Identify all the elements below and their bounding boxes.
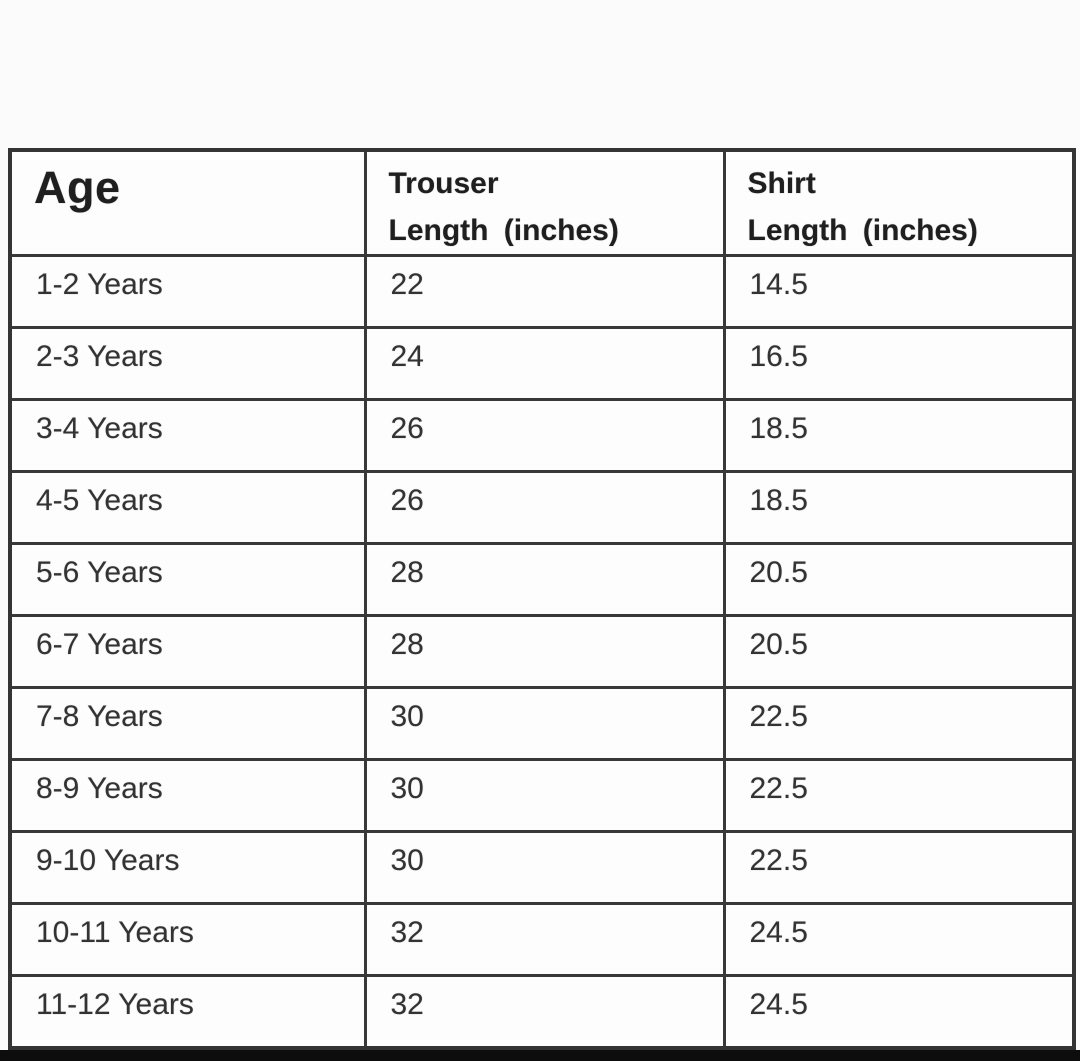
size-chart-table: [8, 148, 1076, 1050]
shirt-length-cell: 16.5: [724, 328, 1074, 400]
shirt-length-cell: 14.5: [724, 256, 1074, 328]
age-cell: 2-3 Years: [10, 328, 365, 400]
trouser-length-cell: 30: [365, 760, 724, 832]
shirt-length-cell: 18.5: [724, 472, 1074, 544]
table-row: [10, 832, 1074, 904]
age-cell: 1-2 Years: [10, 256, 365, 328]
table-row: [10, 328, 1074, 400]
shirt-length-cell: 24.5: [724, 976, 1074, 1048]
shirt-length-cell: 22.5: [724, 760, 1074, 832]
age-cell: 9-10 Years: [10, 832, 365, 904]
shirt-length-cell: 24.5: [724, 904, 1074, 976]
trouser-length-cell: 22: [365, 256, 724, 328]
table-row: [10, 472, 1074, 544]
age-cell: 11-12 Years: [10, 976, 365, 1048]
age-cell: 7-8 Years: [10, 688, 365, 760]
table-row: [10, 688, 1074, 760]
table-row: [10, 256, 1074, 328]
size-chart: [8, 148, 1076, 1050]
trouser-length-cell: 24: [365, 328, 724, 400]
trouser-length-cell: 32: [365, 904, 724, 976]
table-row: [10, 760, 1074, 832]
trouser-length-cell: 30: [365, 688, 724, 760]
age-cell: 6-7 Years: [10, 616, 365, 688]
shirt-length-cell: 20.5: [724, 616, 1074, 688]
trouser-length-cell: 26: [365, 472, 724, 544]
shirt-length-cell: 18.5: [724, 400, 1074, 472]
table-row: [10, 616, 1074, 688]
table-row: [10, 400, 1074, 472]
table-row: [10, 904, 1074, 976]
trouser-length-cell: 28: [365, 544, 724, 616]
age-cell: 3-4 Years: [10, 400, 365, 472]
age-cell: 8-9 Years: [10, 760, 365, 832]
trouser-length-cell: 28: [365, 616, 724, 688]
shirt-length-cell: 20.5: [724, 544, 1074, 616]
age-cell: 5-6 Years: [10, 544, 365, 616]
shirt-length-cell: 22.5: [724, 688, 1074, 760]
age-cell: 4-5 Years: [10, 472, 365, 544]
shirt-header-line1: Shirt: [747, 167, 816, 200]
trouser-header-line1: Trouser: [388, 167, 499, 200]
trouser-length-column-header: [365, 150, 724, 256]
shirt-length-column-header: [724, 150, 1074, 256]
trouser-length-cell: 30: [365, 832, 724, 904]
trouser-length-cell: 26: [365, 400, 724, 472]
table-body: [10, 256, 1074, 1048]
age-column-header: [10, 150, 365, 256]
age-header-label: Age: [34, 162, 121, 213]
trouser-length-cell: 32: [365, 976, 724, 1048]
trouser-header-line2: Length (inches): [388, 214, 619, 247]
table-row: [10, 544, 1074, 616]
bottom-letterbox-bar: [0, 1050, 1080, 1061]
header-row: [10, 150, 1074, 256]
age-cell: 10-11 Years: [10, 904, 365, 976]
shirt-header-line2: Length (inches): [747, 214, 978, 247]
table-row: [10, 976, 1074, 1048]
shirt-length-cell: 22.5: [724, 832, 1074, 904]
